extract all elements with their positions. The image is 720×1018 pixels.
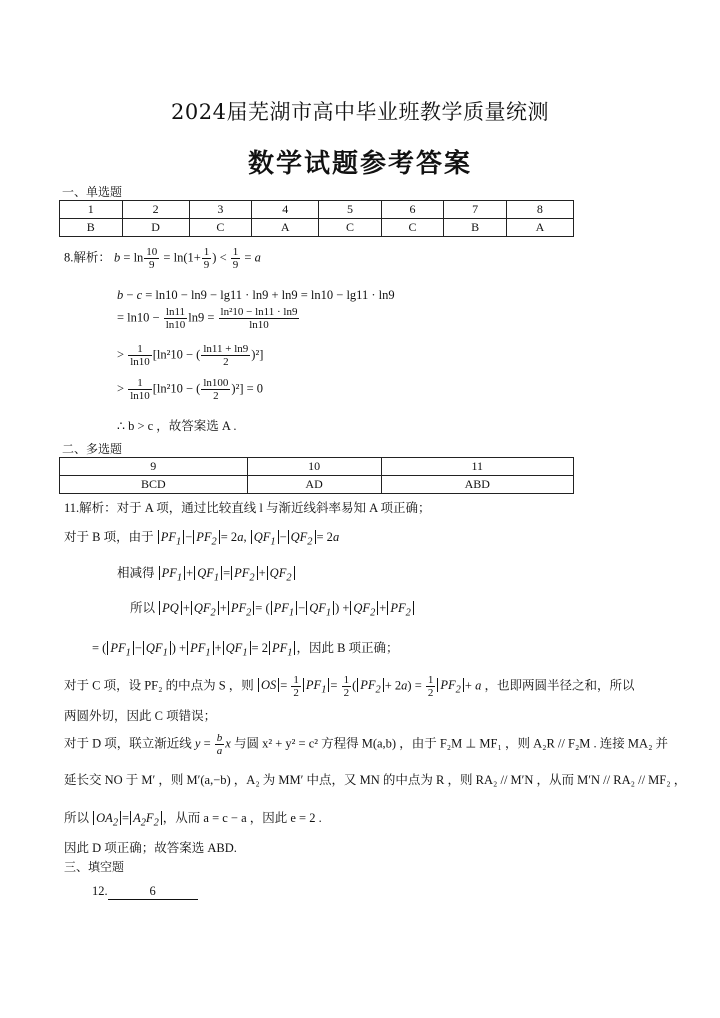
q11-c-line1: 对于 C 项，设 PF₂ 的中点为 S ，则 OS = $\frac{1}{2}$ $PF_1$ = $\frac{1}{2}$ ( $PF_2 + 2a$) = $\frac{1}{2}$ $PF_2 + a$ ，也即两圆半径之和，所以 xyxy=(64,674,635,699)
table-row xyxy=(60,476,574,494)
table-cell: 10 xyxy=(247,458,381,476)
q8-solution-line3: = ln10 − $\frac{\ln 11}{\ln 10}$ ln9 = $\frac{\text{ln²10 − ln11 · ln9}}{\ln 10}$ xyxy=(117,306,298,331)
table-cell: 11 xyxy=(381,458,573,476)
table-cell: A xyxy=(252,219,319,237)
table-cell: 4 xyxy=(252,201,319,219)
multi-choice-answer-table xyxy=(59,457,574,494)
table-cell: AD xyxy=(247,476,381,494)
q8-solution-line2: b − c = ln10 − ln9 − lg11 · ln9 + ln9 = ln10 − lg11 · ln9 xyxy=(117,288,395,302)
q11-d-line1: 对于 D 项，联立渐近线 y = $\frac{b}{a}$ x 与圆 x² + y² = c² 方程得 M(a,b) ，由于 F₂M ⊥ MF₁ ，则 A₂R // F₂M . 连接 MA₂ 并 xyxy=(64,732,669,757)
q12-label: 12. xyxy=(92,884,108,898)
section-label-multi-choice: 二、多选题 xyxy=(62,442,123,456)
section-label-single-choice: 一、单选题 xyxy=(62,185,123,199)
page-subtitle: 数学试题参考答案 xyxy=(247,149,472,179)
table-cell: BCD xyxy=(60,476,248,494)
table-row xyxy=(60,219,574,237)
q8-conclusion: ∴ b > c ，故答案选 A . xyxy=(117,419,237,433)
q8-label: 8.解析： xyxy=(64,250,111,265)
table-cell: A xyxy=(506,219,573,237)
q11-intro: 11.解析：对于 A 项，通过比较直线 l 与渐近线斜率易知 A 项正确； xyxy=(64,501,431,515)
q8-solution-line1: 8.解析： b = ln $\frac{10}{9}$ = ln(1+ $\frac{1}{9}$ ) < $\frac{1}{9}$ = a xyxy=(64,246,261,271)
table-cell: 6 xyxy=(381,201,444,219)
table-cell: C xyxy=(319,219,382,237)
table-cell: C xyxy=(189,219,252,237)
table-cell: ABD xyxy=(381,476,573,494)
q11-final: 因此 D 项正确；故答案选 ABD. xyxy=(64,841,237,855)
q11-d-line3: 所以 $OA_2 = A_2F_2$ ，从而 a = c − a ，因此 e = 2 . xyxy=(64,811,322,829)
q11-c-line2: 两圆外切，因此 C 项错误； xyxy=(64,709,217,723)
single-choice-answer-table xyxy=(59,200,574,237)
q11-b-line4: = ( $PF_1 - QF_1$ ) + $PF_1 + QF_1 = 2$ $PF_1$ ，因此 B 项正确； xyxy=(92,641,399,659)
table-cell: 7 xyxy=(444,201,507,219)
q11-d-line2: 延长交 NO 于 M′ ，则 M′(a,−b) ，A₂ 为 MM′ 中点，又 MN 的中点为 R ，则 RA₂ // M′N ，从而 M′N // RA₂ // MF₂ ， xyxy=(64,773,687,787)
table-row xyxy=(60,458,574,476)
section-label-fill-blank: 三、填空题 xyxy=(64,860,125,874)
q11-b-line2: 相减得 $PF_1 + QF_1 = PF_2 + QF_2$ xyxy=(117,563,296,584)
page-title: 2024届芜湖市高中毕业班教学质量统测 xyxy=(171,100,549,124)
q11-b-line3: 所以 PQ + $QF_2 + PF_2$ = ( $PF_1 - QF_1$ ) + $QF_2 + PF_2$ xyxy=(130,598,415,619)
q11-b-line1: 对于 B 项，由于 $PF_1 - PF_2 = 2a$, $QF_1 - QF_2 = 2a$ xyxy=(64,530,340,548)
table-cell: 5 xyxy=(319,201,382,219)
table-cell: B xyxy=(444,219,507,237)
table-cell: 8 xyxy=(506,201,573,219)
table-cell: C xyxy=(381,219,444,237)
q12-answer-line xyxy=(92,884,198,900)
table-cell: B xyxy=(60,219,123,237)
q8-solution-line5: > $\frac{1}{\ln 10}$ [ln²10 − ( $\frac{\ln 100}{2}$ )²] = 0 xyxy=(117,377,264,402)
q12-answer: 6 xyxy=(108,884,198,900)
table-cell: 3 xyxy=(189,201,252,219)
table-row xyxy=(60,201,574,219)
table-cell: 1 xyxy=(60,201,123,219)
table-cell: D xyxy=(122,219,189,237)
q8-solution-line4: > $\frac{1}{\ln 10}$ [ln²10 − ( $\frac{\ln 11 + \ln 9}{2}$ )²] xyxy=(117,343,264,368)
table-cell: 9 xyxy=(60,458,248,476)
table-cell: 2 xyxy=(122,201,189,219)
